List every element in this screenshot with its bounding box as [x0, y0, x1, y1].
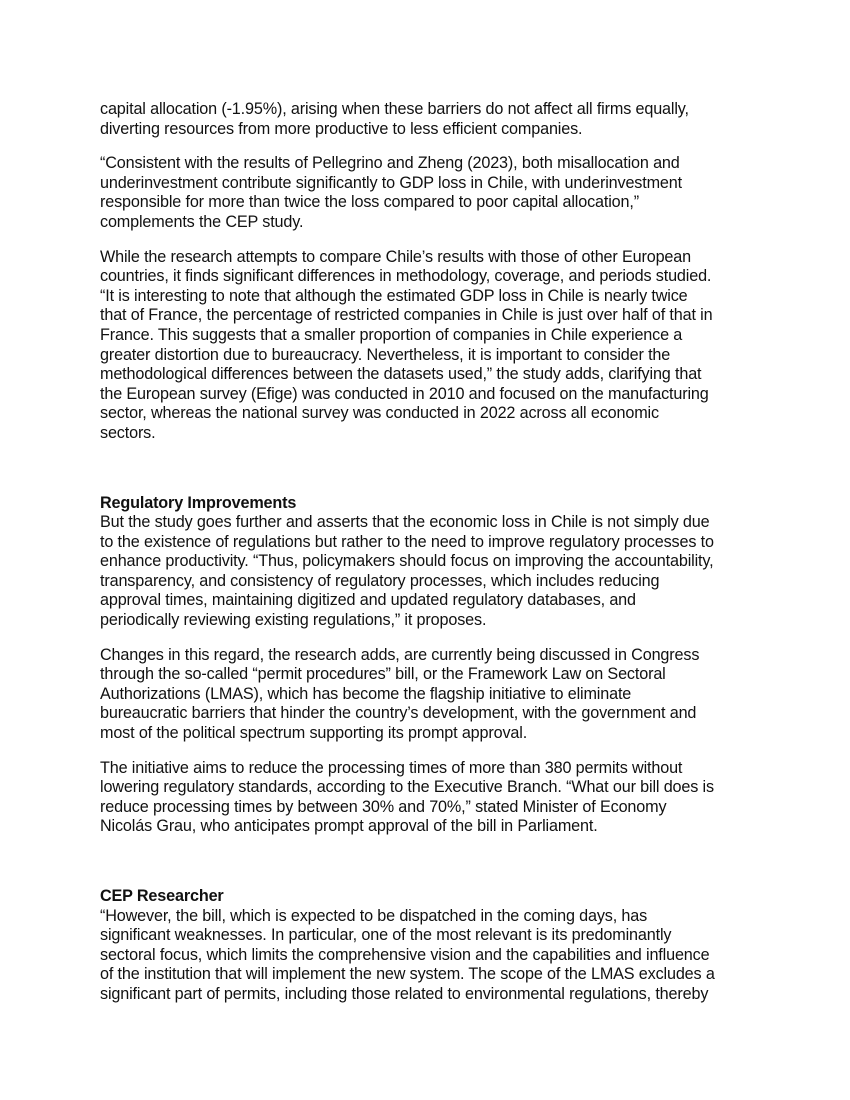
text-line: responsible for more than twice the loss compared to poor capital allocation,” — [100, 193, 639, 212]
section-cep-researcher — [100, 887, 760, 1005]
section-regulatory-improvements — [100, 494, 760, 838]
text-line: greater distortion due to bureaucracy. Nevertheless, it is important to consider the — [100, 345, 671, 364]
text-line: methodological differences between the datasets used,” the study adds, clarifying that — [100, 365, 702, 384]
text-line: sectors. — [100, 423, 156, 442]
text-line: But the study goes further and asserts that the economic loss in Chile is not simply due — [100, 513, 710, 532]
text-line: transparency, and consistency of regulatory processes, which includes reducing — [100, 571, 660, 590]
text-line: significant weaknesses. In particular, one of the most relevant is its predominantly — [100, 926, 672, 945]
text-line: Authorizations (LMAS), which has become the flagship initiative to eliminate — [100, 684, 632, 703]
text-line: most of the political spectrum supporting its prompt approval. — [100, 724, 528, 743]
text-line: France. This suggests that a smaller proportion of companies in Chile experience a — [100, 325, 683, 344]
text-line: sectoral focus, which limits the comprehensive vision and the capabilities and influence — [100, 945, 710, 964]
text-line: of the institution that will implement the new system. The scope of the LMAS excludes a — [100, 965, 715, 984]
text-line: through the so-called “permit procedures” bill, or the Framework Law on Sectoral — [100, 665, 666, 684]
text-line: enhance productivity. “Thus, policymakers should focus on improving the accountability, — [100, 552, 714, 571]
paragraph-capital-allocation — [100, 100, 760, 139]
text-line: underinvestment contribute significantly to GDP loss in Chile, with underinvestment — [100, 173, 682, 192]
paragraph-european-comparison — [100, 248, 760, 444]
text-line: periodically reviewing existing regulations,” it proposes. — [100, 611, 487, 630]
text-line: The initiative aims to reduce the processing times of more than 380 permits without — [100, 758, 683, 777]
paragraph-bill-weaknesses — [100, 907, 760, 1005]
text-line: to the existence of regulations but rather to the need to improve regulatory processes to — [100, 532, 714, 551]
text-line: While the research attempts to compare Chile’s results with those of other European — [100, 247, 691, 266]
section-spacer — [100, 459, 760, 494]
section-heading: Regulatory Improvements — [100, 493, 297, 512]
text-line: diverting resources from more productive to less efficient companies. — [100, 119, 583, 138]
text-line: countries, it finds significant differences in methodology, coverage, and periods studied. — [100, 267, 712, 286]
section-heading: CEP Researcher — [100, 887, 224, 905]
text-line: “Consistent with the results of Pellegrino and Zheng (2023), both misallocation and — [100, 154, 680, 173]
text-line: lowering regulatory standards, according to the Executive Branch. “What our bill does is — [100, 778, 714, 797]
text-line: approval times, maintaining digitized and updated regulatory databases, and — [100, 591, 636, 610]
text-line: sector, whereas the national survey was conducted in 2022 across all economic — [100, 404, 659, 423]
text-line: the European survey (Efige) was conducted in 2010 and focused on the manufacturing — [100, 384, 709, 403]
text-line: Changes in this regard, the research adds, are currently being discussed in Congress — [100, 645, 700, 664]
text-line: Nicolás Grau, who anticipates prompt approval of the bill in Parliament. — [100, 817, 598, 836]
text-line: complements the CEP study. — [100, 212, 304, 231]
paragraph-pellegrino-quote — [100, 154, 760, 232]
paragraph-study-asserts — [100, 513, 760, 631]
paragraph-congress-changes — [100, 646, 760, 744]
section-spacer — [100, 852, 760, 887]
paragraph-initiative-aims — [100, 759, 760, 837]
text-line: significant part of permits, including those related to environmental regulations, thereby — [100, 984, 709, 1003]
text-line: bureaucratic barriers that hinder the country’s development, with the government and — [100, 704, 697, 723]
text-line: reduce processing times by between 30% and 70%,” stated Minister of Economy — [100, 797, 667, 816]
text-line: “It is interesting to note that although the estimated GDP loss in Chile is nearly twice — [100, 286, 688, 305]
text-line: that of France, the percentage of restricted companies in Chile is just over half of that in — [100, 306, 713, 325]
text-line: capital allocation (-1.95%), arising when these barriers do not affect all firms equally, — [100, 100, 689, 118]
text-line: “However, the bill, which is expected to be dispatched in the coming days, has — [100, 906, 648, 925]
document-page — [100, 100, 760, 1020]
